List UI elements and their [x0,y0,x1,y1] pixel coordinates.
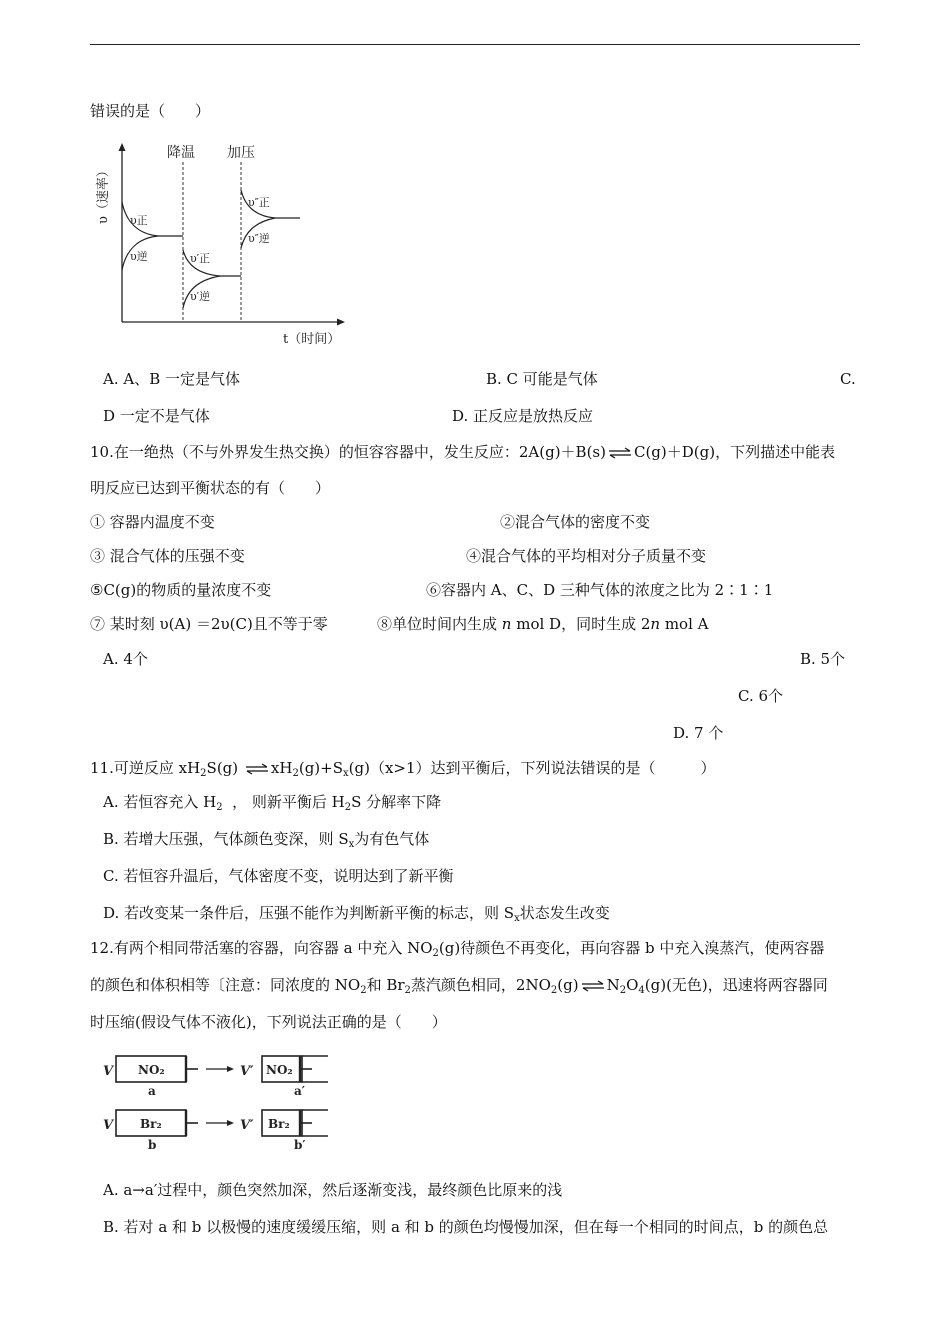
no2-label: NO₂ [138,1063,165,1077]
s8-part: mol D，同时生成 2 [511,615,651,633]
q12-stem-line2 [90,975,828,995]
q10-statement-4: ④混合气体的平均相对分子质量不变 [466,547,707,565]
subscript: 4 [638,985,645,996]
subscript: 2 [619,985,627,996]
v-fwd-label: υ正 [130,214,148,227]
q12-stem-line1 [90,938,824,958]
q11-part: S(g) [206,759,239,777]
q9-option-d: D. 正反应是放热反应 [452,407,594,425]
s8-n: n [501,615,512,633]
q11-part: (g)+S [298,759,343,777]
q11-a-part: A. 若恒容充入 H [103,793,217,811]
q11-option-c: C. 若恒容升温后，气体密度不变，说明达到了新平衡 [103,867,454,885]
q10-statement-6: ⑥容器内 A、C、D 三种气体的浓度之比为 2∶1∶1 [426,581,774,599]
q11-option-a [103,792,441,812]
q10-statement-5: ⑤C(g)的物质的量浓度不变 [90,581,272,599]
subscript: 2 [344,802,352,813]
q11-d-part: 状态发生改变 [519,904,610,922]
q12-part: 12.有两个相同带活塞的容器，向容器 a 中充入 NO [90,939,433,957]
q12-part: 蒸汽颜色相同，2NO [410,976,551,994]
s8-part: ⑧单位时间内生成 [377,615,502,633]
subscript: 2 [216,802,223,813]
v1-fwd-label: υ′正 [190,252,211,265]
volume-v-prime-label: V′ [240,1118,254,1133]
y-axis-label: υ（速率） [96,164,111,224]
q11-part: xH [270,759,293,777]
q12-part: (g)待颜色不再变化，再向容器 b 中充入溴蒸汽，使两容器 [438,939,825,957]
q9-stem-tail: 错误的是（ ） [90,102,211,120]
q11-part: (g)（x>1）达到平衡后，下列说法错误的是（ ） [348,759,716,777]
q12-stem-line3: 时压缩(假设气体不液化)，下列说法正确的是（ ） [90,1013,447,1031]
subscript: 2 [360,985,367,996]
q12-option-a: A. a→a′过程中，颜色突然加深，然后逐渐变浅，最终颜色比原来的浅 [103,1181,563,1199]
v-rev-label: υ逆 [130,250,148,263]
equilibrium-arrow-icon [608,447,632,459]
s8-n: n [650,615,661,633]
cool-label: 降温 [167,145,195,161]
subscript: 2 [292,768,299,779]
q9-option-c-cont: D 一定不是气体 [103,407,210,425]
q10-stem-part: C(g)＋D(g)，下列描述中能表 [633,443,836,461]
subscript: 2 [432,948,439,959]
q11-option-b [103,829,429,849]
q11-stem [90,758,716,778]
q12-part: N [606,976,620,994]
q12-part: (g) [557,976,579,994]
no2-compressed-label: NO₂ [266,1063,293,1077]
container-a-label: a [148,1084,156,1098]
q11-a-part: S 分解率下降 [351,793,442,811]
v1-rev-label: υ′逆 [190,290,211,303]
equilibrium-arrow-icon [581,980,605,992]
q9-option-c: C. [840,370,856,388]
q10-stem-part: 10.在一绝热（不与外界发生热交换）的恒容容器中，发生反应：2A(g)＋B(s) [90,443,606,461]
q10-option-a: A. 4个 [103,650,148,668]
q10-statement-8 [377,614,708,634]
q10-option-b: B. 5个 [800,650,846,668]
volume-v-prime-label: V′ [240,1064,254,1079]
q12-option-b: B. 若对 a 和 b 以极慢的速度缓缓压缩，则 a 和 b 的颜色均慢慢加深，但在每一个相同的时间点，b 的颜色总 [103,1218,829,1236]
q11-d-part: D. 若改变某一条件后，压强不能作为判断新平衡的标志，则 S [103,904,515,922]
container-b-prime-label: b′ [294,1138,306,1152]
volume-v-label: V [103,1064,114,1079]
container-b-label: b [148,1138,157,1152]
q11-option-d [103,903,610,923]
q10-option-c: C. 6个 [738,687,784,705]
q10-statement-1: ① 容器内温度不变 [90,513,215,531]
pressure-label: 加压 [227,145,255,161]
q11-b-part: 为有色气体 [354,830,430,848]
rate-time-graph [90,140,360,355]
subscript: 2 [550,985,558,996]
subscript: 2 [200,768,207,779]
q12-part: (g)(无色)，迅速将两容器同 [644,976,828,994]
q10-statement-2: ②混合气体的密度不变 [500,513,651,531]
v2-fwd-label: υ″正 [248,196,270,209]
q12-part: O [626,976,639,994]
q10-stem-line1 [90,442,835,462]
br2-compressed-label: Br₂ [268,1117,290,1131]
volume-v-label: V [103,1118,114,1133]
q11-b-part: B. 若增大压强，气体颜色变深，则 S [103,830,349,848]
container-a-prime-label: a′ [294,1084,305,1098]
q10-statement-3: ③ 混合气体的压强不变 [90,547,245,565]
q10-statement-7: ⑦ 某时刻 υ(A) ＝2υ(C)且不等于零 [90,615,328,633]
v2-rev-label: υ″逆 [248,232,270,245]
q11-a-part: ， 则新平衡后 H [232,793,345,811]
q9-option-a: A. A、B 一定是气体 [103,370,240,388]
q12-part: 和 Br [366,976,405,994]
br2-label: Br₂ [140,1117,162,1131]
q12-part: 的颜色和体积相等〔注意：同浓度的 NO [90,976,361,994]
subscript: 2 [404,985,411,996]
q9-option-b: B. C 可能是气体 [486,370,598,388]
q10-stem-line2: 明反应已达到平衡状态的有（ ） [90,479,331,497]
equilibrium-arrow-icon [245,763,269,775]
q11-part: 11.可逆反应 xH [90,759,201,777]
q10-option-d: D. 7 个 [673,724,724,742]
subscript: x [343,768,349,779]
header-rule [90,44,860,45]
x-axis-label: t（时间） [283,332,341,347]
s8-part: mol A [660,615,709,633]
subscript: x [514,913,520,924]
subscript: x [348,839,355,850]
piston-container-diagram [100,1048,340,1158]
